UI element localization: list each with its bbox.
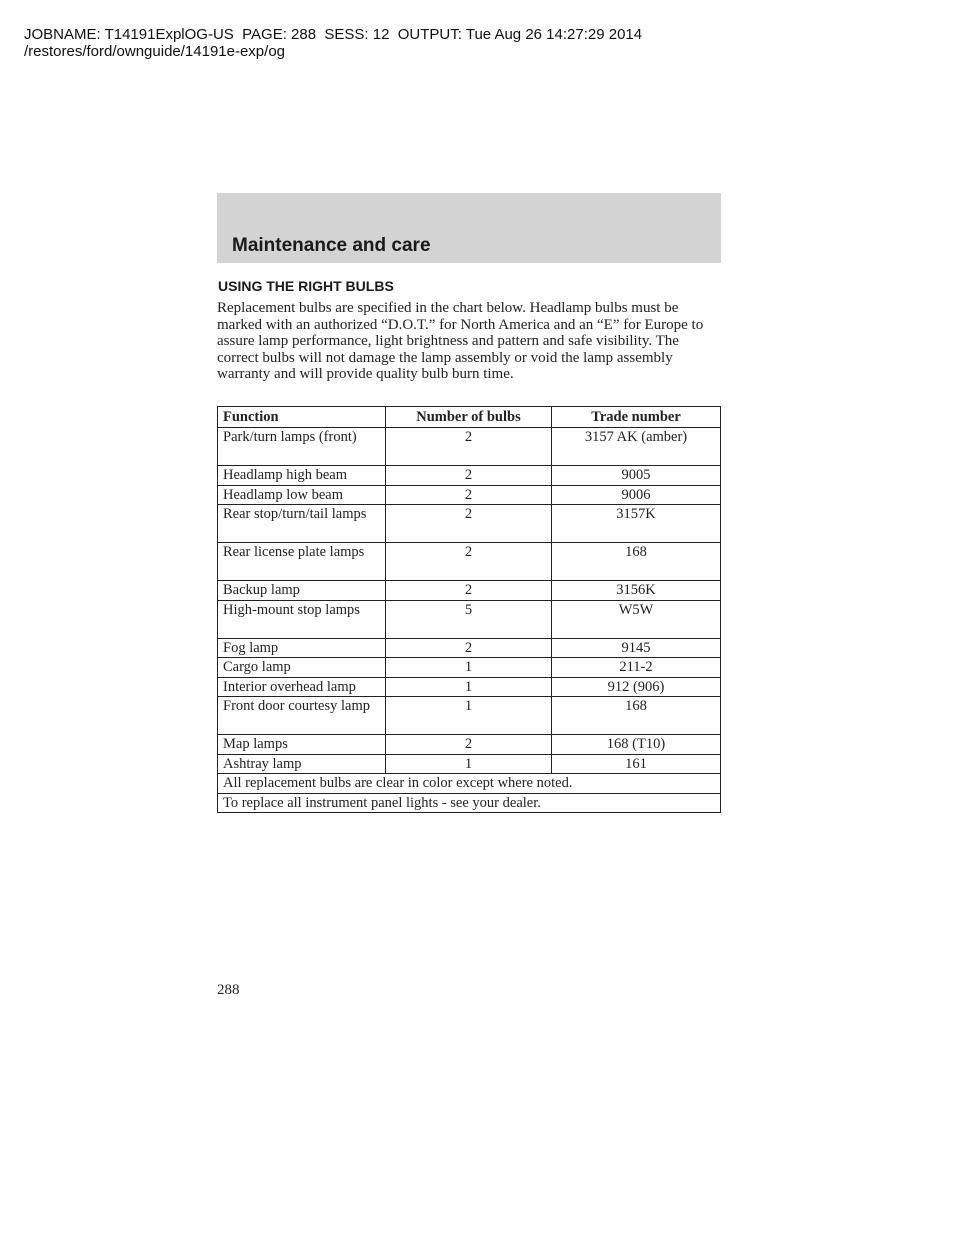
function-cell: Park/turn lamps (front) — [218, 428, 386, 466]
function-cell: Map lamps — [218, 735, 386, 755]
table-row — [218, 697, 721, 735]
table-row — [218, 485, 721, 505]
count-cell: 2 — [386, 638, 552, 658]
count-cell: 1 — [386, 658, 552, 678]
column-header-number-of-bulbs: Number of bulbs — [386, 407, 552, 428]
count-cell: 2 — [386, 581, 552, 601]
section-title: Maintenance and care — [232, 235, 431, 256]
trade-cell: 3157K — [552, 505, 721, 543]
function-cell: Cargo lamp — [218, 658, 386, 678]
function-cell: Front door courtesy lamp — [218, 697, 386, 735]
table-row — [218, 600, 721, 638]
table-note-row — [218, 793, 721, 813]
table-row — [218, 638, 721, 658]
trade-cell: 3156K — [552, 581, 721, 601]
intro-paragraph: Replacement bulbs are specified in the chart below. Headlamp bulbs must be marked with an authorized “D.O.T.” for North America and an “E” for Europe to assure lamp performance, light brightness and pattern and safe visibility. The correct bulbs will not damage the lamp assembly or void the lamp assembly warranty and will provide quality bulb burn time. — [217, 300, 704, 382]
print-job-header — [24, 26, 642, 60]
trade-cell: 161 — [552, 754, 721, 774]
trade-cell: 168 (T10) — [552, 735, 721, 755]
trade-cell: 211-2 — [552, 658, 721, 678]
note-instrument-panel: To replace all instrument panel lights - see your dealer. — [218, 793, 721, 813]
table-row — [218, 466, 721, 486]
trade-cell: 912 (906) — [552, 677, 721, 697]
column-header-function: Function — [218, 407, 386, 428]
function-cell: Rear stop/turn/tail lamps — [218, 505, 386, 543]
trade-cell: 168 — [552, 543, 721, 581]
trade-cell: 168 — [552, 697, 721, 735]
trade-cell: W5W — [552, 600, 721, 638]
note-clear-bulbs: All replacement bulbs are clear in color except where noted. — [218, 774, 721, 794]
count-cell: 5 — [386, 600, 552, 638]
table-row — [218, 581, 721, 601]
table-row — [218, 735, 721, 755]
trade-cell: 9005 — [552, 466, 721, 486]
count-cell: 2 — [386, 543, 552, 581]
subheading: USING THE RIGHT BULBS — [218, 278, 394, 294]
job-info-line: JOBNAME: T14191ExplOG-US PAGE: 288 SESS: 12 OUTPUT: Tue Aug 26 14:27:29 2014 — [24, 26, 643, 43]
function-cell: Fog lamp — [218, 638, 386, 658]
table-row — [218, 658, 721, 678]
table-row — [218, 505, 721, 543]
count-cell: 1 — [386, 754, 552, 774]
bulb-table — [217, 406, 721, 813]
trade-cell: 9145 — [552, 638, 721, 658]
count-cell: 2 — [386, 505, 552, 543]
table-row — [218, 677, 721, 697]
count-cell: 2 — [386, 735, 552, 755]
table-note-row — [218, 774, 721, 794]
function-cell: Rear license plate lamps — [218, 543, 386, 581]
function-cell: High-mount stop lamps — [218, 600, 386, 638]
table-header-row — [218, 407, 721, 428]
count-cell: 1 — [386, 677, 552, 697]
trade-cell: 3157 AK (amber) — [552, 428, 721, 466]
trade-cell: 9006 — [552, 485, 721, 505]
job-path-line: /restores/ford/ownguide/14191e-exp/og — [24, 43, 286, 60]
section-header-band — [217, 193, 721, 263]
function-cell: Headlamp high beam — [218, 466, 386, 486]
function-cell: Ashtray lamp — [218, 754, 386, 774]
table-row — [218, 754, 721, 774]
function-cell: Headlamp low beam — [218, 485, 386, 505]
function-cell: Interior overhead lamp — [218, 677, 386, 697]
count-cell: 1 — [386, 697, 552, 735]
count-cell: 2 — [386, 466, 552, 486]
function-cell: Backup lamp — [218, 581, 386, 601]
page-number: 288 — [217, 982, 240, 998]
table-row — [218, 428, 721, 466]
count-cell: 2 — [386, 485, 552, 505]
table-row — [218, 543, 721, 581]
column-header-trade-number: Trade number — [552, 407, 721, 428]
count-cell: 2 — [386, 428, 552, 466]
